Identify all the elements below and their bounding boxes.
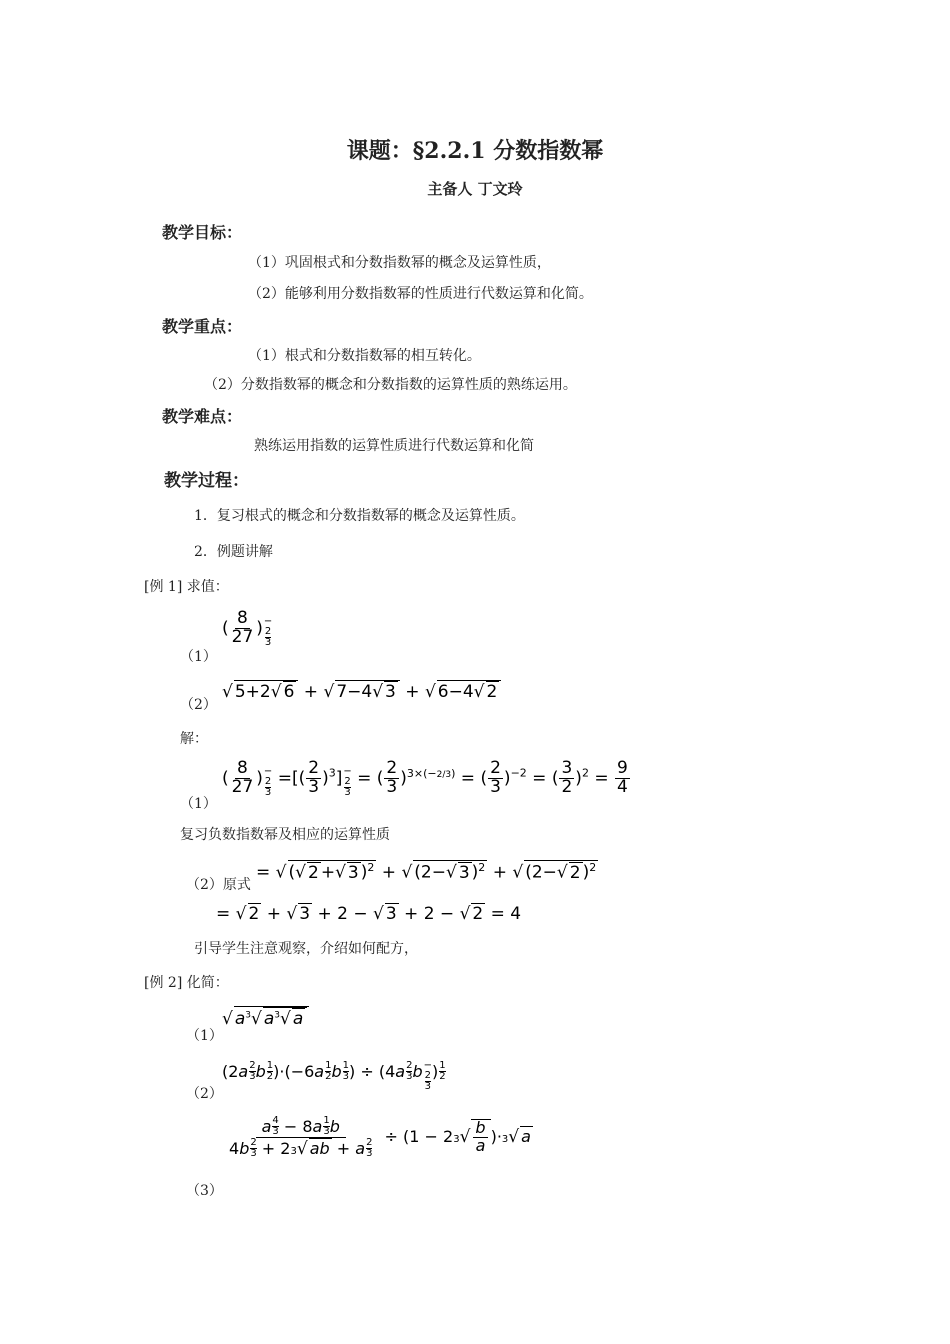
example1-q2-num: （2）	[180, 697, 217, 713]
process-step-2: 2．例题讲解	[194, 544, 273, 560]
example1-s1-num: （1）	[180, 796, 217, 812]
example2-q1-num: （1）	[186, 1028, 223, 1044]
difficulties-text: 熟练运用指数的运算性质进行代数运算和化简	[254, 438, 534, 454]
example1-note: 复习负数指数幂及相应的运算性质	[180, 827, 390, 843]
example1-s2-formula-line1: = √ (√ 2 +√ 3 )$^2$ + √ (2−√ 3 )$^2$ + √ (2−√ 2 )$^2$	[256, 861, 597, 883]
author-line: 主备人 丁文玲	[427, 180, 523, 198]
example2-q1-formula: √ $a^3√$ $a^3√$ a	[222, 1006, 309, 1029]
example1-q2-formula: √ 5+2√ 6 + √ 7−4√ 3 + √ 6−4√ 2	[222, 680, 501, 702]
process-step-1: 1．复习根式的概念和分数指数幂的概念及运算性质。	[194, 508, 525, 524]
example2-q3-num: （3）	[186, 1183, 223, 1199]
page-title: 课题：§2.2.1 分数指数幂	[346, 138, 604, 164]
example1-guide: 引导学生注意观察，介绍如何配方，	[194, 941, 418, 957]
key-point-1: （1）根式和分数指数幂的相互转化。	[248, 348, 481, 364]
goals-heading: 教学目标：	[162, 223, 243, 242]
example1-q1-formula: ( $\frac{8}{27}$ )− 2 3	[222, 608, 273, 649]
example2-q2-num: （2）	[186, 1086, 223, 1102]
example1-q1-num: （1）	[180, 649, 217, 665]
example1-s2-label: （2）原式	[186, 877, 251, 893]
goal-item-2: （2）能够利用分数指数幂的性质进行代数运算和化简。	[248, 286, 593, 302]
example1-label: [例 1] 求值：	[144, 579, 229, 595]
example1-s2-formula-line2: = √ 2 + √ 3 + 2 − √ 3 + 2 − √ 2 = 4	[216, 904, 522, 924]
example2-label: [例 2] 化简：	[144, 975, 229, 991]
example1-solution-label: 解：	[180, 731, 208, 747]
key-points-heading: 教学重点：	[162, 317, 243, 336]
goal-item-1: （1）巩固根式和分数指数幂的概念及运算性质，	[248, 255, 551, 271]
example2-q3-formula: a 4 3 − 8a 1 3 b 4b 2 3 + 23√ ab + a 2 3 ÷ (1 − 23√ $\frac{b}{a}$ )·3√ a	[229, 1115, 531, 1159]
example1-s1-formula: ( $\frac{8}{27}$ )− 2 3 =[( $\frac{2}{3}$ )$^3$]− 2 3 = ( $\frac{2}{3}$ )$^{3\times(-2/3)}$ = ( $\frac{2}{3}$ )$^{-2}$ = ( $\frac{3}{2}$ )$^2$ = $\frac{9}{4}$	[222, 758, 628, 799]
process-heading: 教学过程：	[164, 471, 249, 491]
example2-q2-formula: (2a 2 3 b 1 2 )·(−6a 1 2 b 1 3 ) ÷ (4a 2 3 b− 2 3 ) 1 2	[222, 1060, 446, 1092]
key-point-2: （2）分数指数幂的概念和分数指数的运算性质的熟练运用。	[204, 377, 577, 393]
difficulties-heading: 教学难点：	[162, 407, 243, 426]
